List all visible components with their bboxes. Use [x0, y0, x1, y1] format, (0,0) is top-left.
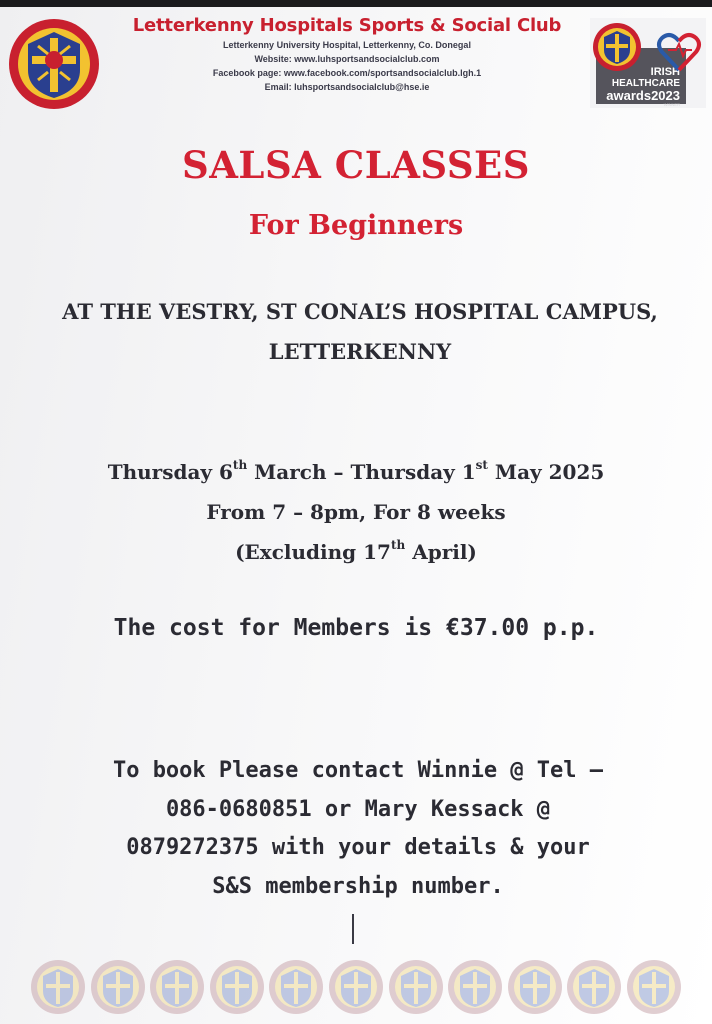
club-crest-icon — [447, 959, 503, 1015]
club-email: Email: luhsportsandsocialclub@hse.ie — [264, 82, 430, 92]
club-crest-icon — [30, 959, 86, 1015]
date-start-day: Thursday 6 — [107, 460, 233, 484]
award-line-healthcare: HEALTHCARE — [611, 78, 680, 89]
award-line-year: awards2023 — [606, 88, 680, 103]
club-crest-icon — [328, 959, 384, 1015]
text-cursor — [352, 914, 354, 944]
date-middle: March – Thursday 1 — [247, 460, 476, 484]
award-crest-icon — [592, 22, 642, 72]
venue — [40, 296, 680, 368]
club-crest-icon — [626, 959, 682, 1015]
date-end: May 2025 — [487, 460, 605, 484]
venue-line-1: AT THE VESTRY, ST CONAL’S HOSPITAL CAMPUS, — [62, 299, 658, 324]
screen-edge — [0, 0, 712, 7]
booking-line-1: To book Please contact Winnie @ Tel – — [112, 758, 604, 783]
schedule — [0, 452, 712, 572]
club-crest-icon — [209, 959, 265, 1015]
booking-line-3: 0879272375 with your details & your — [126, 835, 590, 860]
exclusion-prefix: (Excluding 17 — [235, 540, 391, 564]
header — [0, 8, 712, 108]
exclusion-suffix: April) — [405, 540, 477, 564]
class-time: From 7 – 8pm, For 8 weeks — [206, 500, 506, 524]
exclusion-suffix-sup: th — [390, 538, 406, 553]
club-crest-icon — [507, 959, 563, 1015]
date-start-suffix: th — [232, 458, 248, 473]
award-line-winner: WINNER — [663, 102, 680, 107]
date-end-suffix: st — [475, 458, 488, 473]
club-header-text — [112, 14, 582, 94]
footer-crest-row — [30, 956, 682, 1018]
member-cost: The cost for Members is €37.00 p.p. — [113, 615, 599, 641]
irish-healthcare-awards-icon — [656, 32, 702, 72]
club-crest-icon — [149, 959, 205, 1015]
club-name: Letterkenny Hospitals Sports & Social Club — [132, 15, 562, 36]
healthcare-award-badge — [590, 18, 706, 108]
club-crest-icon — [566, 959, 622, 1015]
club-crest-icon — [8, 18, 100, 110]
club-crest-icon — [268, 959, 324, 1015]
club-crest-icon — [90, 959, 146, 1015]
exclusion-note — [0, 532, 712, 572]
club-facebook: Facebook page: www.facebook.com/sportsandsocialclub.lgh.1 — [212, 68, 482, 78]
booking-line-2: 086-0680851 or Mary Kessack @ — [165, 796, 551, 822]
award-line-irish: IRISH — [650, 66, 680, 78]
club-crest-icon — [388, 959, 444, 1015]
date-range — [0, 452, 712, 492]
club-address: Letterkenny University Hospital, Letterkenny, Co. Donegal — [223, 40, 471, 50]
venue-line-2: LETTERKENNY — [268, 339, 452, 364]
club-website: Website: www.luhsportsandsocialclub.com — [254, 54, 440, 64]
booking-info — [52, 752, 664, 906]
flyer-subtitle: For Beginners — [248, 210, 464, 241]
flyer-title: SALSA CLASSES — [182, 143, 530, 187]
booking-line-4: S&S membership number. — [212, 873, 504, 899]
